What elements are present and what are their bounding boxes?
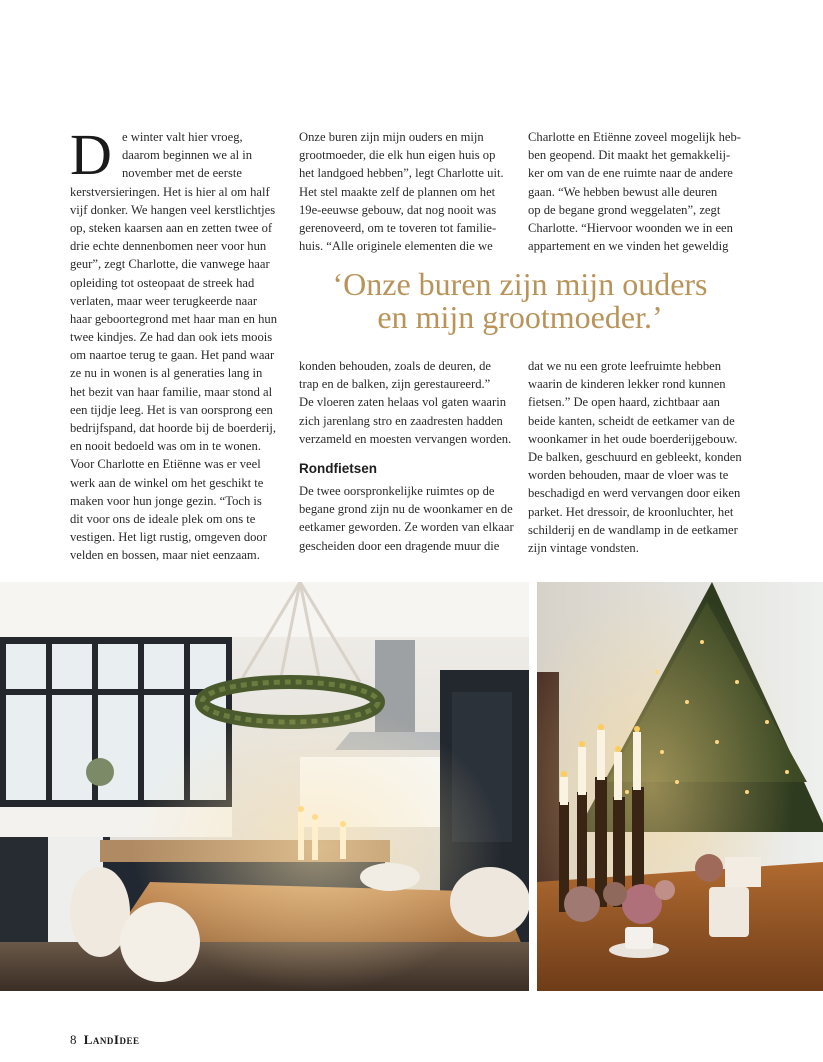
body-line: fietsen.” De open haard, zichtbaar aan [528, 395, 720, 410]
body-line: ker om van de ene ruimte naar de andere [528, 166, 733, 181]
article-column-3-bottom [528, 357, 753, 557]
body-line: op, steken kaarsen aan en zetten twee of [70, 220, 273, 235]
article-column-1 [70, 122, 285, 565]
body-line: De vloeren zaten helaas vol gaten waarin [299, 395, 506, 410]
section-subheading: Rondfietsen [299, 461, 378, 476]
body-line: trap en de balken, zijn gerestaureerd.” [299, 377, 491, 392]
kitchen-dining-photo [0, 582, 529, 991]
body-line: De twee oorspronkelijke ruimtes op de [299, 484, 495, 498]
pull-quote [300, 268, 740, 334]
body-line: begane grond zijn nu de woonkamer en de [299, 502, 513, 517]
body-line: een tijdje leeg. Het is van oorsprong een [70, 402, 273, 417]
body-line: velden en bossen, maar niet eenzaam. [70, 548, 260, 563]
body-line: appartement en we vinden het geweldig [528, 239, 729, 254]
body-line: geur”, zegt Charlotte, die vanwege haar [70, 257, 270, 272]
body-line: De balken, geschuurd en gebleekt, konden [528, 449, 742, 464]
body-line: het bezit van haar familie, maar stond al [70, 384, 273, 399]
article-column-2-bottom [299, 482, 514, 555]
body-line: gescheiden door een dragende muur die [299, 538, 500, 553]
body-line: dit voor ons de ideale plek om ons te [70, 511, 256, 526]
body-line: huis. “Alle originele elementen die we [299, 239, 493, 254]
body-line: parket. Het dressoir, de kroonluchter, het [528, 504, 734, 519]
body-line: haar geboortegrond met haar man en hun [70, 311, 278, 326]
pull-quote-line: en mijn grootmoeder.’ [377, 299, 663, 335]
body-line: woonkamer in het oude boerderijgebouw. [528, 431, 738, 446]
body-line: om naartoe terug te gaan. Het pand waar [70, 348, 275, 363]
body-line: waarin de kinderen lekker rond kunnen [528, 377, 726, 392]
christmas-tree-photo [537, 582, 823, 991]
body-line: schilderij en de wandlamp in de eetkamer [528, 522, 738, 537]
body-line: drie echte dennenbomen neer voor hun [70, 239, 267, 254]
magazine-name: LandIdee [83, 1032, 140, 1047]
article-column-2-top [299, 128, 514, 255]
body-line: e winter valt hier vroeg, [122, 130, 243, 144]
page-footer [70, 1032, 139, 1048]
body-line: grootmoeder, die elk hun eigen huis op [299, 148, 496, 163]
article-column-2-middle [299, 357, 514, 448]
body-line: Charlotte en Etiënne zoveel mogelijk heb- [528, 130, 741, 144]
body-line: het landgoed hebben”, legt Charlotte uit. [299, 166, 504, 181]
body-line: ben geopend. Dit maakt het gemakkelij- [528, 148, 731, 163]
body-line: vijf donker. We hangen veel kerstlichtjes [70, 202, 276, 217]
body-line: twee kindjes. Ze had dan ook iets moois [70, 330, 273, 345]
body-line: Voor Charlotte en Etiënne was er veel [70, 457, 261, 472]
body-line: zich jarenlang stro en zaadresten hadden [299, 413, 503, 428]
body-line: zijn vintage vondsten. [528, 540, 639, 555]
body-line: gaan. “We hebben bewust alle deuren [528, 184, 718, 199]
body-line: Het stel maakte zelf de plannen om het [299, 184, 496, 199]
body-line: gerenoveerd, om te toveren tot familie- [299, 220, 497, 235]
body-line: en nooit bedoeld was om in te wonen. [70, 439, 261, 454]
body-line: beschadigd en werd vervangen door eiken [528, 486, 741, 501]
body-line: eetkamer geworden. Ze worden van elkaar [299, 520, 514, 535]
body-line: verzameld en moesten vervangen worden. [299, 431, 512, 446]
body-line: werk aan de winkel om het geschikt te [70, 475, 264, 490]
body-line: Charlotte. “Hiervoor woonden we in een [528, 220, 733, 235]
article-column-3-top [528, 128, 748, 255]
drop-cap: D [70, 122, 112, 187]
body-line: opleiding tot osteopaat de streek had [70, 275, 255, 290]
body-line: 19e-eeuwse gebouw, dat nog nooit was [299, 202, 497, 217]
body-line: daarom beginnen we al in [122, 148, 253, 163]
body-line: worden behouden, maar de vloer was te [528, 468, 729, 483]
body-line: november met de eerste [122, 166, 242, 181]
body-line: op de begane grond weggelaten”, zegt [528, 202, 721, 217]
body-line: konden behouden, zoals de deuren, de [299, 359, 491, 373]
body-line: maken voor hun jonge gezin. “Toch is [70, 493, 262, 508]
body-line: ze nu in wonen is al generaties lang in [70, 366, 263, 381]
page-number: 8 [70, 1032, 77, 1047]
body-line: Onze buren zijn mijn ouders en mijn [299, 130, 484, 144]
body-line: verlaten, maar weer terugkeerde naar [70, 293, 258, 308]
body-line: dat we nu een grote leefruimte hebben [528, 359, 722, 373]
body-line: kerstversieringen. Het is hier al om half [70, 184, 270, 199]
body-line: vestigen. Het ligt rustig, omgeven door [70, 530, 267, 545]
body-line: beide kanten, scheidt de eetkamer van de [528, 413, 735, 428]
pull-quote-line: ‘Onze buren zijn mijn ouders [332, 266, 708, 302]
body-line: bedrijfspand, dat hoorde bij de boerderij, [70, 421, 276, 435]
